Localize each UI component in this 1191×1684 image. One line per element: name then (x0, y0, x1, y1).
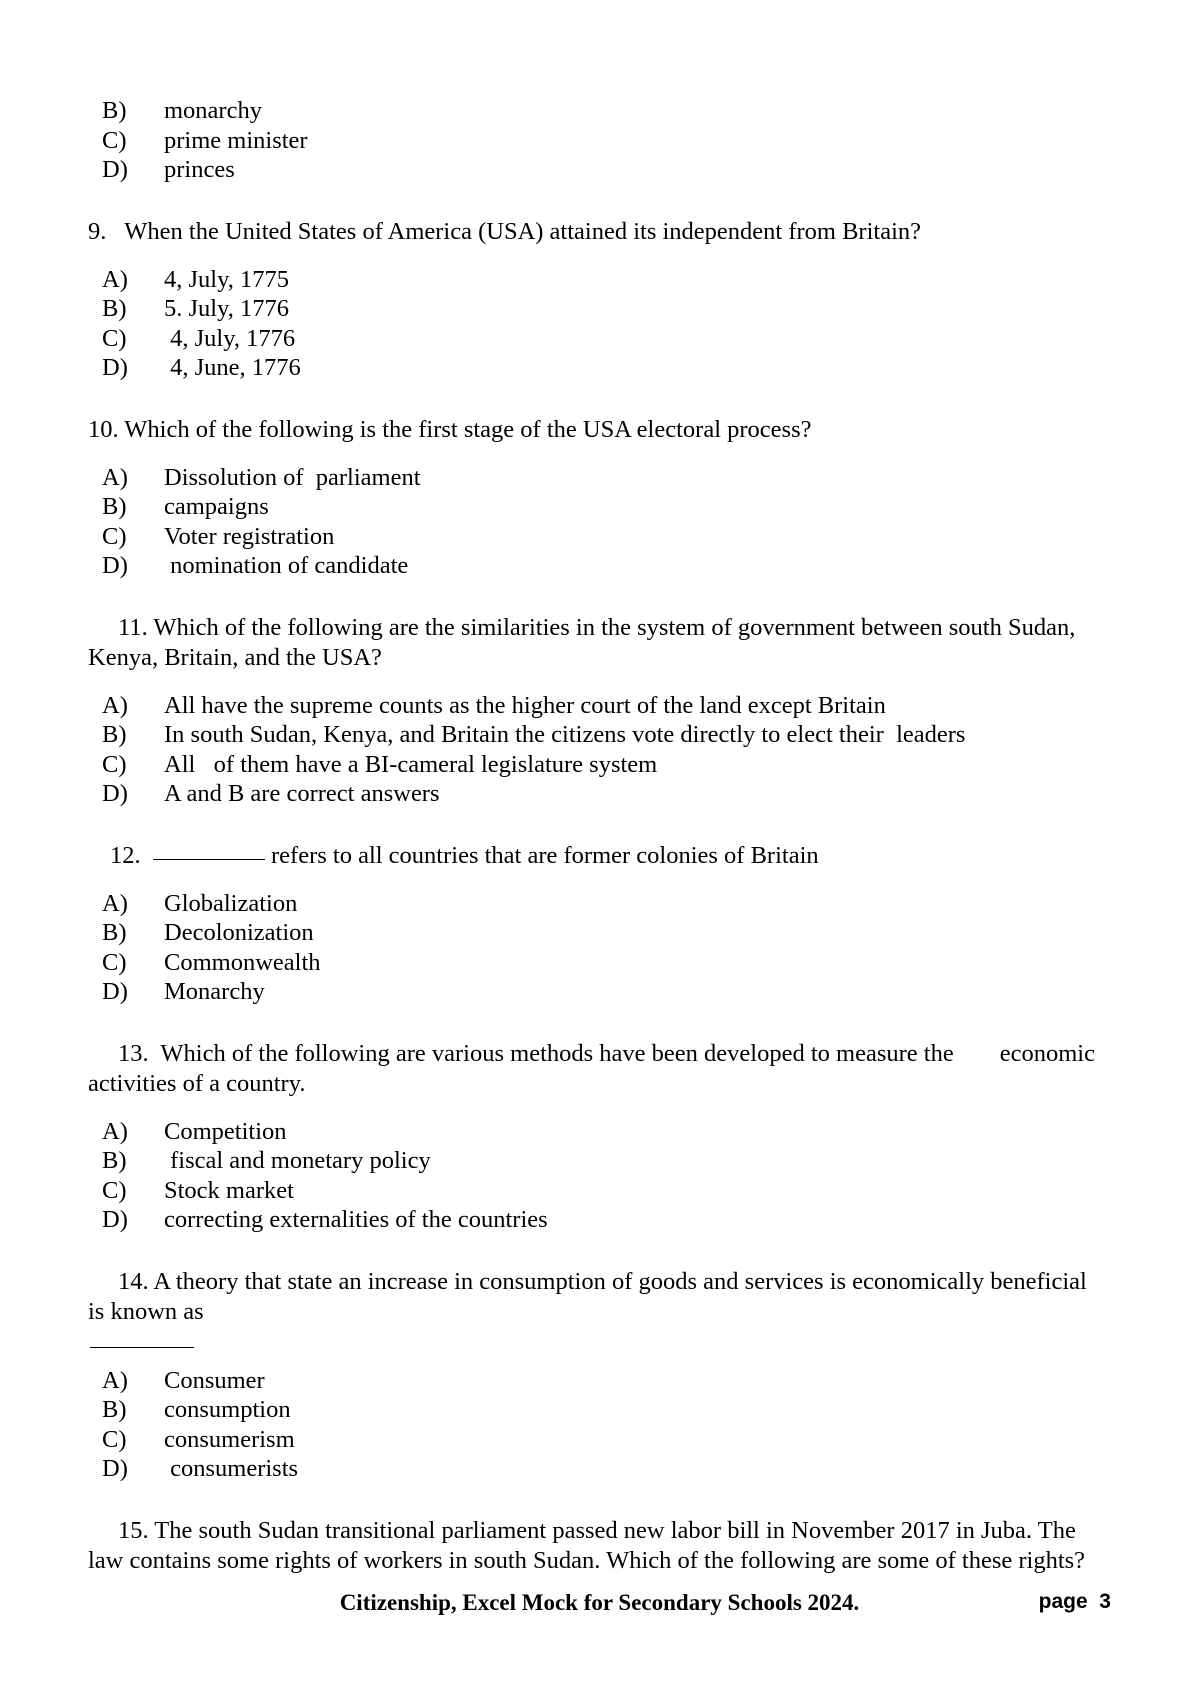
fill-in-blank (153, 859, 265, 860)
option-label: C) (102, 126, 127, 154)
option-label: B) (102, 97, 127, 124)
option-text: princes (164, 156, 235, 183)
spacer (88, 1484, 1103, 1516)
option-label: A) (102, 1117, 128, 1145)
option-text: consumerists (164, 1455, 299, 1482)
option-label: C) (102, 750, 127, 778)
option-row (88, 948, 1103, 978)
option-row (88, 155, 1103, 185)
option-text: campaigns (164, 493, 269, 520)
option-row (88, 1146, 1103, 1176)
option-row (88, 889, 1103, 919)
option-label: D) (102, 978, 128, 1005)
option-row (88, 720, 1103, 750)
option-row (88, 1454, 1103, 1484)
question-13-part1: 13. Which of the following are various methods have been developed to measure the (118, 1039, 954, 1067)
option-text: In south Sudan, Kenya, and Britain the citizens vote directly to elect their leaders (164, 721, 966, 748)
spacer (88, 445, 1103, 463)
option-label: A) (102, 463, 128, 491)
option-row (88, 492, 1103, 522)
option-text: All of them have a BI-cameral legislature system (164, 750, 658, 778)
spacer (88, 871, 1103, 889)
option-text: consumption (164, 1396, 291, 1423)
page-footer (88, 1590, 1111, 1616)
option-label: B) (102, 1147, 127, 1174)
spacer (88, 383, 1103, 415)
option-label: A) (102, 1366, 128, 1394)
question-9-option-list (88, 265, 1103, 383)
question-10-option-list (88, 463, 1103, 581)
option-label: C) (102, 522, 127, 550)
option-text: Monarchy (164, 978, 265, 1005)
option-row (88, 750, 1103, 780)
option-label: D) (102, 1206, 128, 1233)
question-14-option-list (88, 1366, 1103, 1484)
option-text: correcting externalities of the countries (164, 1206, 548, 1233)
option-row (88, 691, 1103, 721)
option-row (88, 463, 1103, 493)
option-text: Consumer (164, 1366, 265, 1394)
option-row (88, 522, 1103, 552)
option-row (88, 1117, 1103, 1147)
option-label: D) (102, 1455, 128, 1482)
option-text: A and B are correct answers (164, 780, 440, 807)
page-content (88, 96, 1103, 1576)
option-row (88, 1205, 1103, 1235)
option-text: 4, June, 1776 (164, 354, 301, 381)
spacer (88, 581, 1103, 613)
option-label: D) (102, 354, 128, 381)
option-row (88, 265, 1103, 295)
option-label: B) (102, 1396, 127, 1423)
spacer (88, 185, 1103, 217)
option-row (88, 1425, 1103, 1455)
option-text: 4, July, 1776 (164, 324, 296, 352)
option-label: C) (102, 1176, 127, 1204)
question-9-text: 9. When the United States of America (USA) attained its independent from Britain? (88, 217, 922, 245)
option-row (88, 551, 1103, 581)
option-row (88, 918, 1103, 948)
spacer (88, 1099, 1103, 1117)
option-text: 5. July, 1776 (164, 295, 290, 322)
option-label: A) (102, 691, 128, 719)
carryover-option-list (88, 96, 1103, 185)
question-12-prefix: 12. (110, 841, 153, 869)
option-label: A) (102, 889, 128, 917)
option-label: A) (102, 265, 128, 293)
option-text: Dissolution of parliament (164, 463, 421, 491)
spacer (88, 1007, 1103, 1039)
question-10-text: 10. Which of the following is the first stage of the USA electoral process? (88, 415, 812, 443)
question-11-option-list (88, 691, 1103, 809)
question-13-option-list (88, 1117, 1103, 1235)
option-row (88, 977, 1103, 1007)
spacer (88, 673, 1103, 691)
fill-in-blank (90, 1329, 194, 1348)
spacer (88, 247, 1103, 265)
question-13-text (88, 1039, 1103, 1099)
option-row (88, 294, 1103, 324)
option-row (88, 126, 1103, 156)
option-label: D) (102, 552, 128, 579)
option-text: nomination of candidate (164, 552, 409, 579)
option-text: Competition (164, 1117, 287, 1145)
option-text: prime minister (164, 126, 308, 154)
option-label: D) (102, 780, 128, 807)
option-text: consumerism (164, 1425, 295, 1453)
option-label: D) (102, 156, 128, 183)
option-label: C) (102, 1425, 127, 1453)
option-row (88, 1395, 1103, 1425)
option-label: C) (102, 324, 127, 352)
option-row (88, 96, 1103, 126)
option-label: B) (102, 721, 127, 748)
footer-title: Citizenship, Excel Mock for Secondary Schools 2024. (339, 1590, 860, 1615)
option-row (88, 353, 1103, 383)
question-15-text: 15. The south Sudan transitional parliament passed new labor bill in November 2017 in Juba. The law contains some rights of workers in south Sudan. Which of the following are some of these rights? (88, 1516, 1086, 1574)
option-text: Voter registration (164, 522, 335, 550)
option-text: Stock market (164, 1176, 294, 1204)
option-row (88, 1366, 1103, 1396)
footer-page-number: page 3 (1038, 1590, 1111, 1613)
question-13-part2: economic activities of a country. (88, 1039, 1102, 1097)
question-12-suffix: refers to all countries that are former colonies of Britain (264, 841, 819, 869)
option-label: B) (102, 493, 127, 520)
spacer (88, 1235, 1103, 1267)
option-text: fiscal and monetary policy (164, 1147, 431, 1174)
option-row (88, 779, 1103, 809)
option-row (88, 324, 1103, 354)
question-12-text (88, 841, 1103, 871)
option-text: Commonwealth (164, 948, 321, 976)
option-label: B) (102, 919, 127, 946)
option-text: Decolonization (164, 919, 314, 946)
question-14-text: 14. A theory that state an increase in consumption of goods and services is economically beneficial is known as (88, 1267, 1093, 1325)
option-text: All have the supreme counts as the higher court of the land except Britain (164, 691, 886, 719)
option-row (88, 1176, 1103, 1206)
option-text: 4, July, 1775 (164, 265, 290, 293)
question-11-text: 11. Which of the following are the similarities in the system of government between south Sudan, Kenya, Britain, and the USA? (88, 613, 1082, 671)
option-label: B) (102, 295, 127, 322)
option-label: C) (102, 948, 127, 976)
option-text: Globalization (164, 889, 298, 917)
spacer (88, 809, 1103, 841)
question-12-option-list (88, 889, 1103, 1007)
spacer (88, 1348, 1103, 1366)
option-text: monarchy (164, 97, 262, 124)
